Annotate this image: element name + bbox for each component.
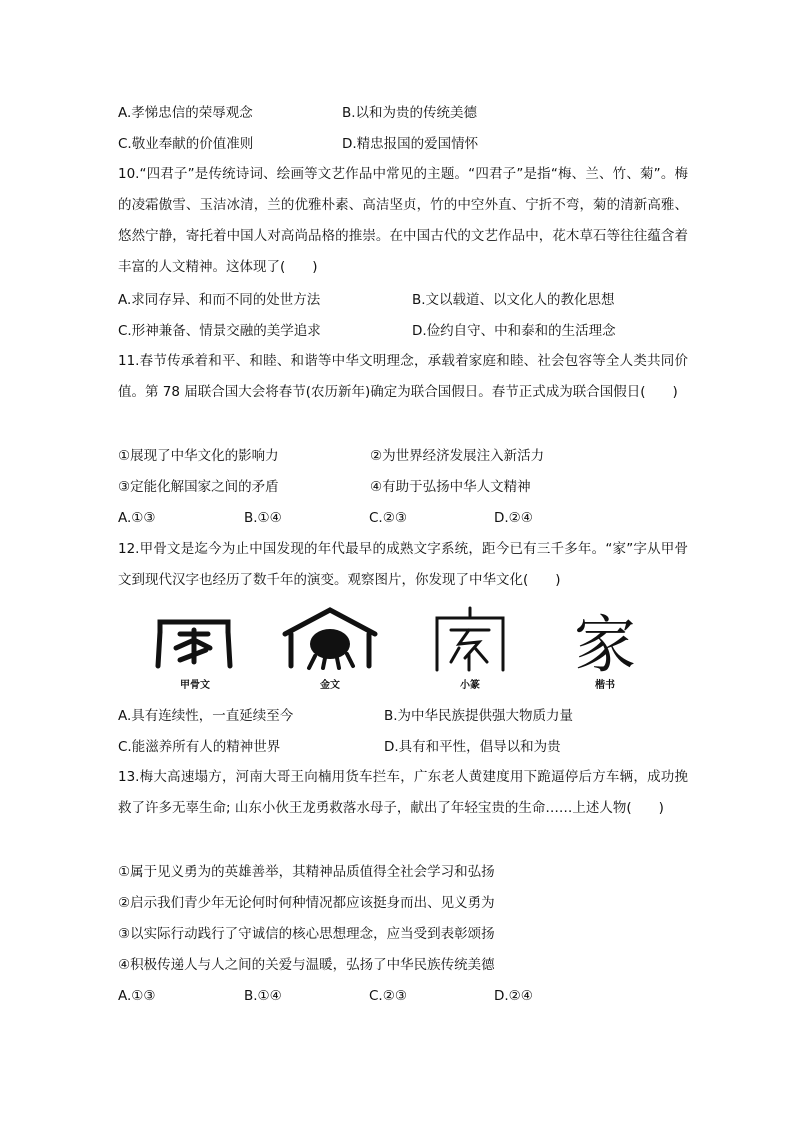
q11-option-a: A.①③ [118, 510, 156, 526]
q12-option-b: B.为中华民族提供强大物质力量 [384, 708, 574, 724]
q9-option-a: A.孝悌忠信的荣辱观念 [118, 105, 253, 121]
caption-small-seal: 小篆 [460, 680, 480, 691]
q11-stem: 11.春节传承着和平、和睦、和谐等中华文明理念，承载着家庭和睦、社会包容等全人类共同价值。第 78 届联合国大会将春节(农历新年)确定为联合国假日。春节正式成为联合国假日( ) [118, 353, 688, 400]
q13-statement-3: ③以实际行动践行了守诚信的核心思想理念，应当受到表彰颂扬 [118, 926, 495, 942]
q11-statement-3: ③定能化解国家之间的矛盾 [118, 479, 279, 495]
q11-statement-4: ④有助于弘扬中华人文精神 [370, 479, 531, 495]
regular-script-jia-glyph [550, 604, 660, 694]
q13-stem: 13.梅大高速塌方，河南大哥王向楠用货车拦车，广东老人黄建度用下跪逼停后方车辆，成功挽救了许多无辜生命; 山东小伙王龙勇救落水母子，献出了年轻宝贵的生命……上述人物( ) [118, 769, 688, 816]
bronze-jia-glyph [275, 604, 385, 694]
q13-statement-4: ④积极传递人与人之间的关爱与温暖，弘扬了中华民族传统美德 [118, 957, 495, 973]
svg-text:家: 家 [573, 608, 637, 676]
q11-statement-2: ②为世界经济发展注入新活力 [370, 448, 545, 464]
q11-option-d: D.②④ [494, 510, 533, 526]
caption-regular-script: 楷书 [595, 680, 615, 691]
oracle-bone-jia-glyph [140, 604, 250, 694]
q9-option-b: B.以和为贵的传统美德 [342, 105, 478, 121]
q9-option-c: C.敬业奉献的价值准则 [118, 136, 254, 152]
jia-character-evolution-figure [140, 604, 670, 694]
q11-statement-1: ①展现了中华文化的影响力 [118, 448, 279, 464]
q10-option-c: C.形神兼备、情景交融的美学追求 [118, 323, 321, 339]
q12-option-a: A.具有连续性，一直延续至今 [118, 708, 294, 724]
q10-option-a: A.求同存异、和而不同的处世方法 [118, 292, 321, 308]
q12-option-d: D.具有和平性，倡导以和为贵 [384, 739, 561, 755]
q10-stem: 10.“四君子”是传统诗词、绘画等文艺作品中常见的主题。“四君子”是指“梅、兰、竹、菊”。梅的凌霜傲雪、玉洁冰清，兰的优雅朴素、高洁坚贞，竹的中空外直、宁折不弯，菊的清新高雅、悠然宁静，寄托着中国人对高尚品格的推崇。在中国古代的文艺作品中，花木草石等往往蕴含着丰富的人文精神。这体现了( ) [118, 166, 688, 275]
q10-option-d: D.俭约自守、中和泰和的生活理念 [412, 323, 616, 339]
q13-option-d: D.②④ [494, 988, 533, 1004]
q13-statement-2: ②启示我们青少年无论何时何种情况都应该挺身而出、见义勇为 [118, 895, 495, 911]
q13-option-c: C.②③ [369, 988, 407, 1004]
q11-option-b: B.①④ [244, 510, 282, 526]
small-seal-jia-glyph [415, 604, 525, 694]
q10-option-b: B.文以载道、以文化人的教化思想 [412, 292, 615, 308]
q13-option-a: A.①③ [118, 988, 156, 1004]
q13-option-b: B.①④ [244, 988, 282, 1004]
q12-option-c: C.能滋养所有人的精神世界 [118, 739, 281, 755]
q11-option-c: C.②③ [369, 510, 407, 526]
q13-statement-1: ①属于见义勇为的英雄善举，其精神品质值得全社会学习和弘扬 [118, 864, 495, 880]
q12-stem: 12.甲骨文是迄今为止中国发现的年代最早的成熟文字系统，距今已有三千多年。“家”字从甲骨文到现代汉字也经历了数千年的演变。观察图片，你发现了中华文化( ) [118, 541, 688, 588]
caption-bronze: 金文 [320, 680, 340, 691]
q9-option-d: D.精忠报国的爱国情怀 [342, 136, 479, 152]
caption-oracle-bone: 甲骨文 [180, 680, 210, 691]
